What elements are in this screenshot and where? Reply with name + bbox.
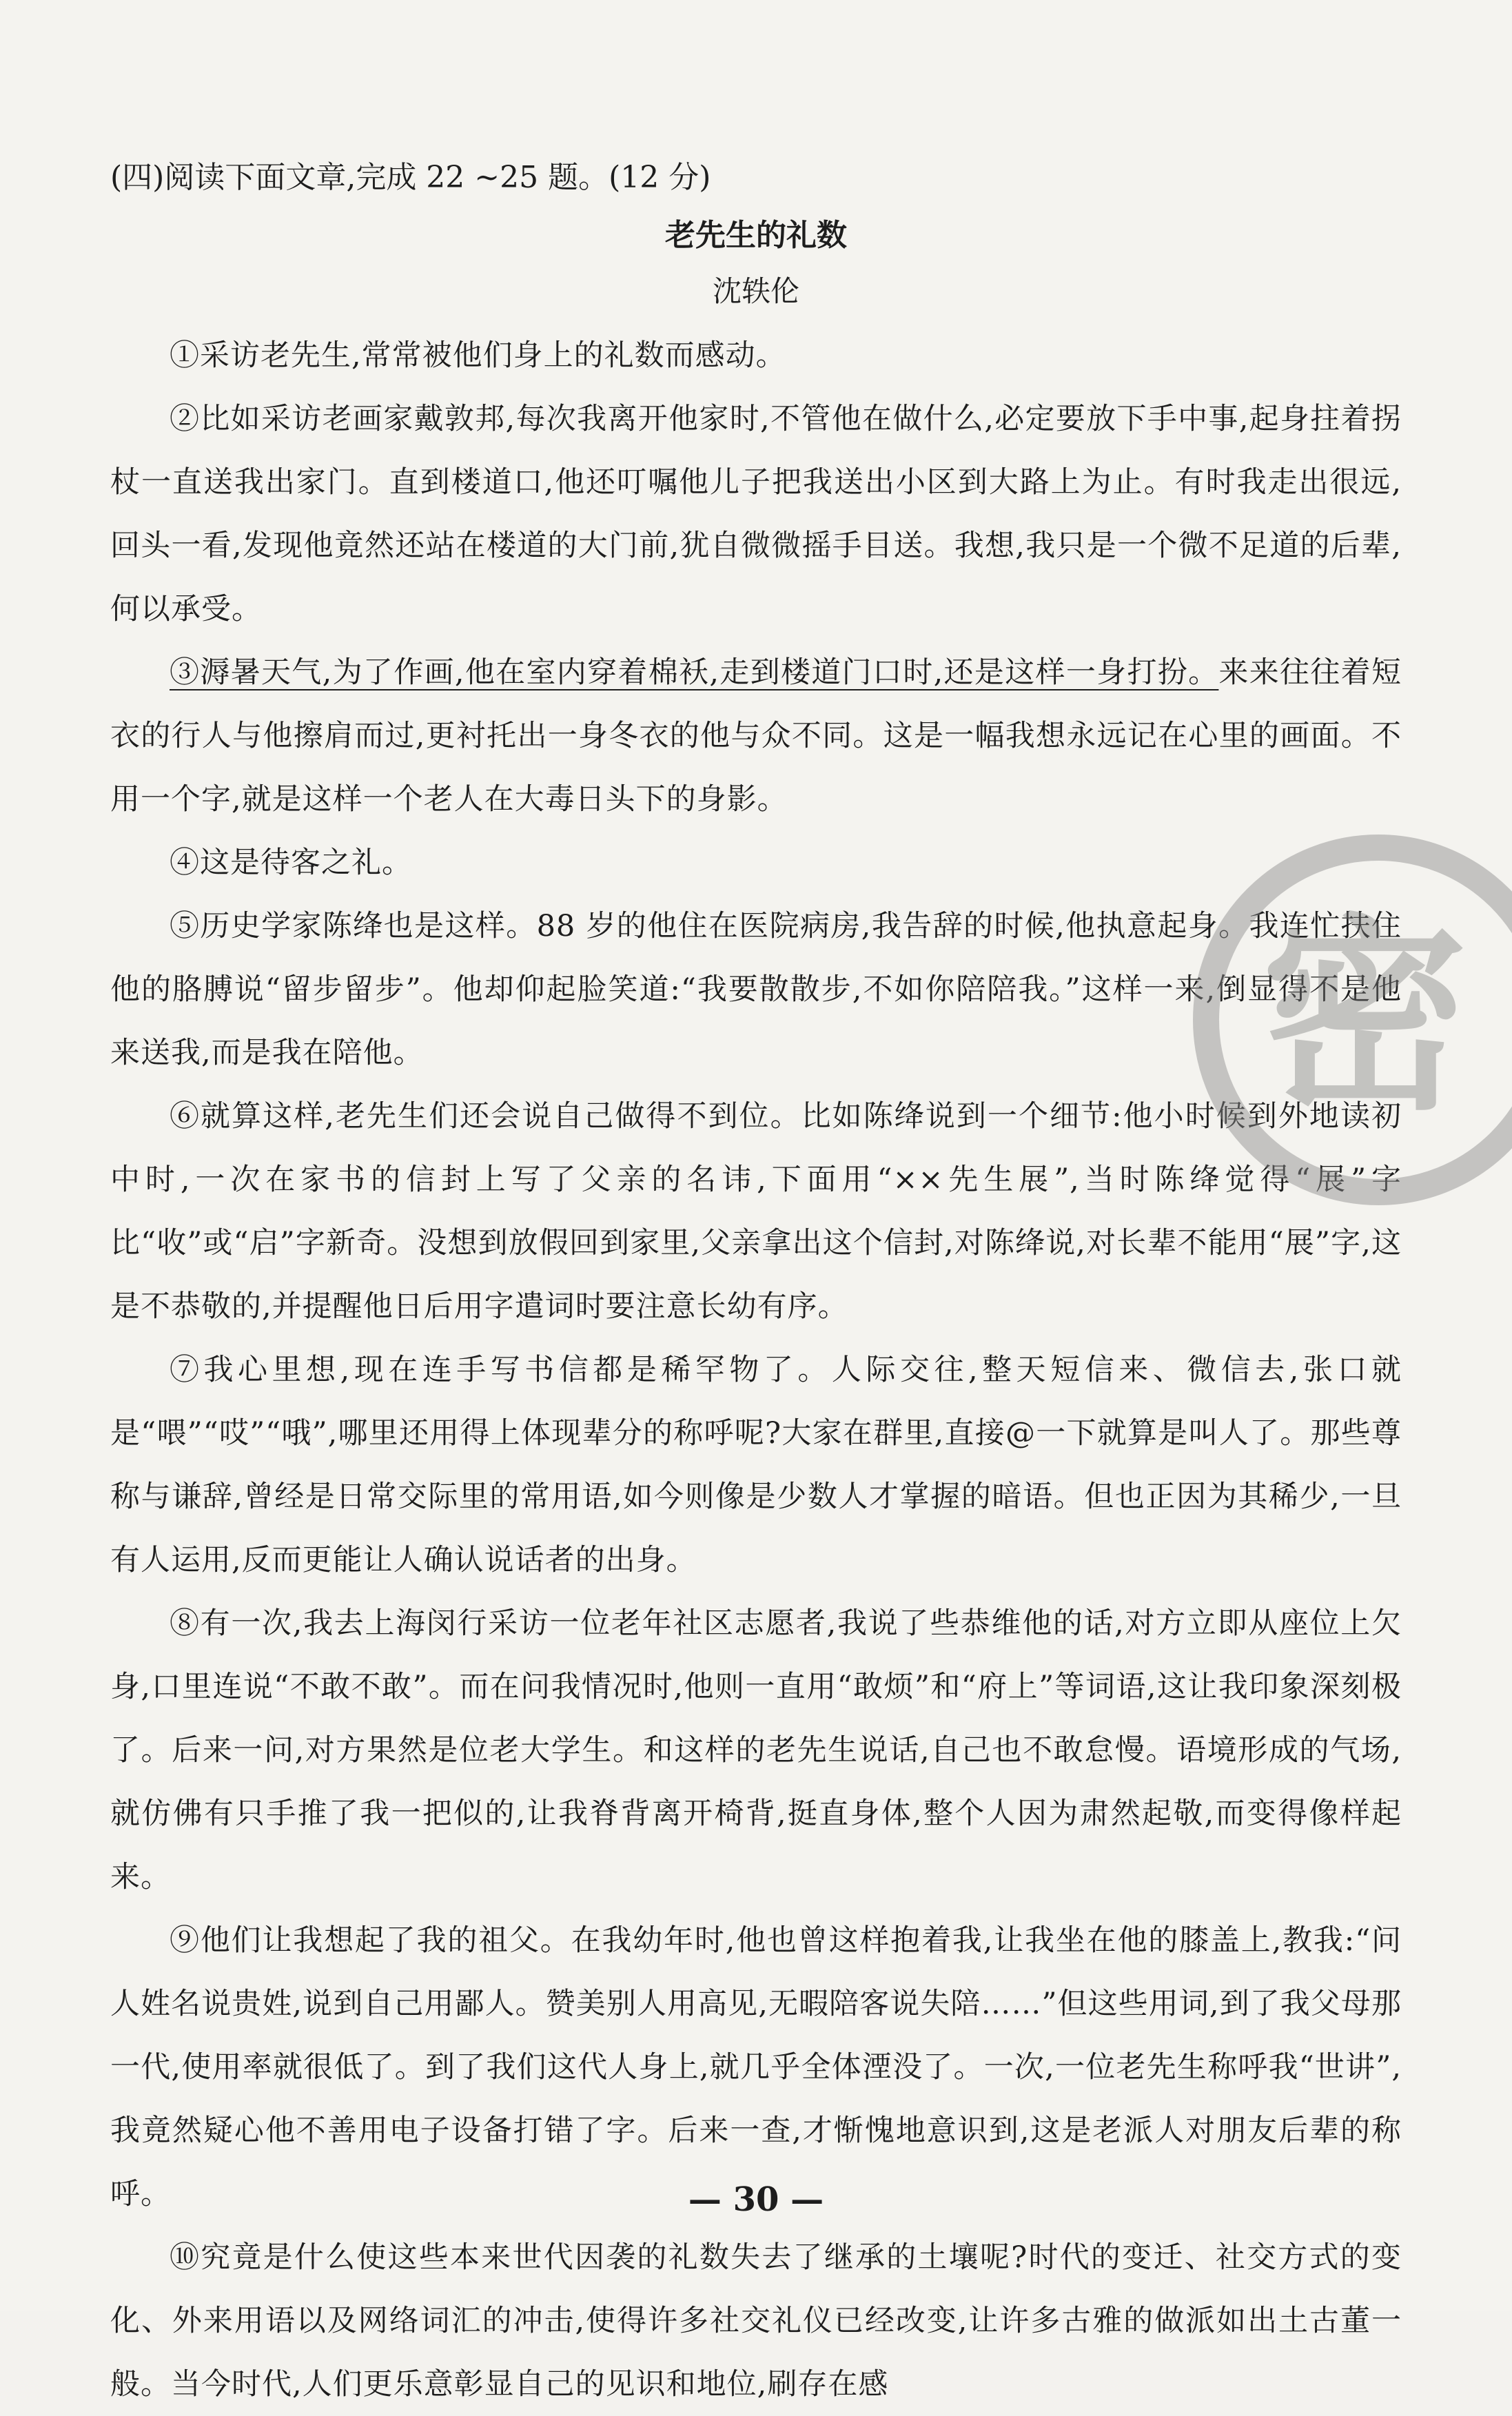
paragraph-5: ⑤历史学家陈绛也是这样。88 岁的他住在医院病房,我告辞的时候,他执意起身。我连忙扶住他的胳膊说“留步留步”。他却仰起脸笑道:“我要散散步,不如你陪陪我。”这样一来,倒显得不是他来送我,而是我在陪他。 bbox=[110, 909, 1402, 1070]
section-heading: (四)阅读下面文章,完成 22 ~25 题。(12 分) bbox=[110, 160, 711, 195]
paragraph-4: ④这是待客之礼。 bbox=[170, 846, 412, 880]
page-number: — 30 — bbox=[688, 2180, 824, 2219]
article-title: 老先生的礼数 bbox=[665, 218, 847, 253]
paragraph-3 bbox=[110, 641, 1402, 831]
paragraph-7: ⑦我心里想,现在连手写书信都是稀罕物了。人际交往,整天短信来、微信去,张口就是“喂”“哎”“哦”,哪里还用得上体现辈分的称呼呢?大家在群里,直接@一下就算是叫人了。那些尊称与谦辞,曾经是日常交际里的常用语,如今则像是少数人才掌握的暗语。但也正因为其稀少,一旦有人运用,反而更能让人确认说话者的出身。 bbox=[110, 1353, 1402, 1577]
paragraph-1: ①采访老先生,常常被他们身上的礼数而感动。 bbox=[170, 338, 786, 373]
article-body bbox=[110, 158, 1402, 2416]
stamp-text: 密 bbox=[1261, 897, 1468, 1138]
paragraph-3-rest: 来来往往着短衣的行人与他擦肩而过,更衬托出一身冬衣的他与众不同。这是一幅我想永远记在心里的画面。不用一个字,就是这样一个老人在大毒日头下的身影。 bbox=[110, 655, 1402, 817]
underlined-sentence: ③溽暑天气,为了作画,他在室内穿着棉袄,走到楼道门口时,还是这样一身打扮。 bbox=[170, 655, 1219, 690]
paragraph-8: ⑧有一次,我去上海闵行采访一位老年社区志愿者,我说了些恭维他的话,对方立即从座位上欠身,口里连说“不敢不敢”。而在问我情况时,他则一直用“敢烦”和“府上”等词语,这让我印象深刻极了。后来一问,对方果然是位老大学生。和这样的老先生说话,自己也不敢怠慢。语境形成的气场,就仿佛有只手推了我一把似的,让我脊背离开椅背,挺直身体,整个人因为肃然起敬,而变得像样起来。 bbox=[110, 1606, 1402, 1894]
paragraph-10: ⑩究竟是什么使这些本来世代因袭的礼数失去了继承的土壤呢?时代的变迁、社交方式的变化、外来用语以及网络词汇的冲击,使得许多社交礼仪已经改变,让许多古雅的做派如出土古董一般。当今时代,人们更乐意彰显自己的见识和地位,刷存在感 bbox=[110, 2240, 1402, 2402]
paragraph-9: ⑨他们让我想起了我的祖父。在我幼年时,他也曾这样抱着我,让我坐在他的膝盖上,教我:“问人姓名说贵姓,说到自己用鄙人。赞美别人用高见,无暇陪客说失陪……”但这些用词,到了我父母那一代,使用率就很低了。到了我们这代人身上,就几乎全体湮没了。一次,一位老先生称呼我“世讲”,我竟然疑心他不善用电子设备打错了字。后来一查,才惭愧地意识到,这是老派人对朋友后辈的称呼。 bbox=[110, 1923, 1402, 2211]
paragraph-2: ②比如采访老画家戴敦邦,每次我离开他家时,不管他在做什么,必定要放下手中事,起身拄着拐杖一直送我出家门。直到楼道口,他还叮嘱他儿子把我送出小区到大路上为止。有时我走出很远,回头一看,发现他竟然还站在楼道的大门前,犹自微微摇手目送。我想,我只是一个微不足道的后辈,何以承受。 bbox=[110, 402, 1402, 626]
article-author: 沈轶伦 bbox=[712, 274, 799, 308]
paragraph-6: ⑥就算这样,老先生们还会说自己做得不到位。比如陈绛说到一个细节:他小时候到外地读初中时,一次在家书的信封上写了父亲的名讳,下面用“××先生展”,当时陈绛觉得“展”字比“收”或“启”字新奇。没想到放假回到家里,父亲拿出这个信封,对陈绛说,对长辈不能用“展”字,这是不恭敬的,并提醒他日后用字遣词时要注意长幼有序。 bbox=[110, 1099, 1402, 1324]
